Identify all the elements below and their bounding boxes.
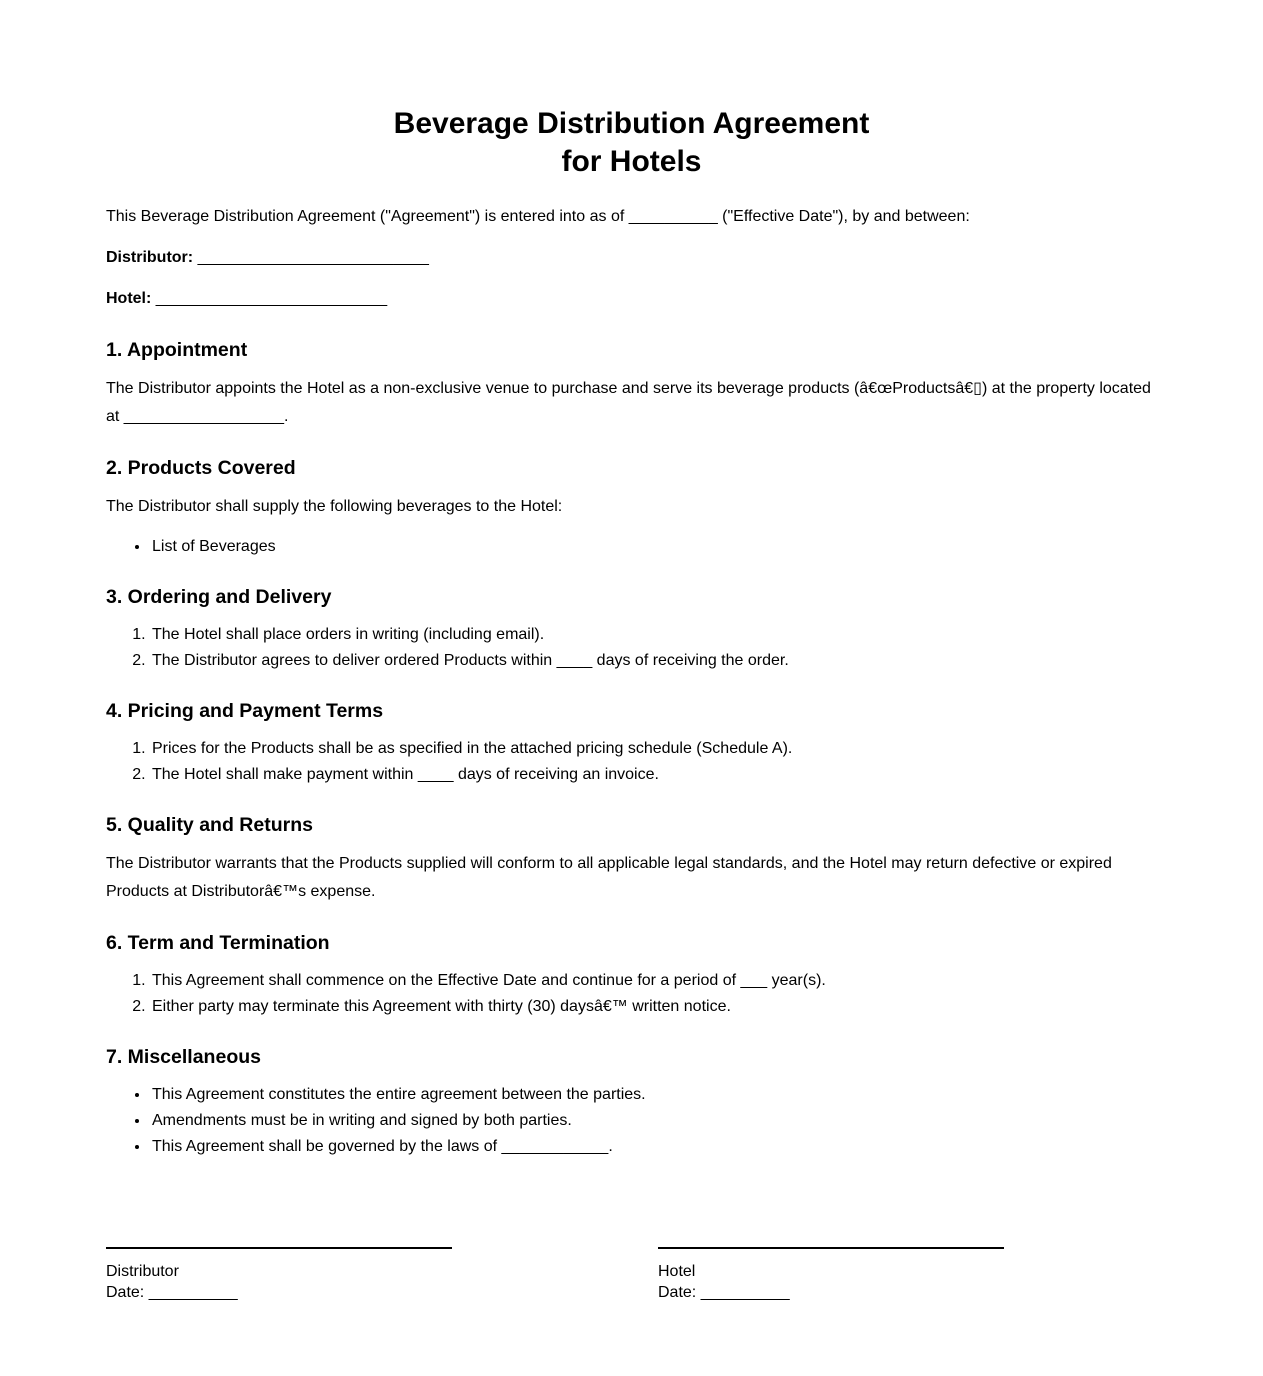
section-heading-term-termination: 6. Term and Termination	[106, 932, 330, 954]
date-blank: __________	[148, 1284, 238, 1301]
signature-hotel	[658, 1247, 1004, 1303]
list-item: 2. The Hotel shall make payment within ____ days of receiving an invoice.	[150, 762, 1157, 788]
list-item: 1. This Agreement shall commence on the Effective Date and continue for a period of ___ year(s).	[150, 968, 1157, 994]
signature-line-hotel	[658, 1247, 1004, 1249]
section-term-termination	[106, 932, 1157, 1020]
signature-party-hotel: Hotel	[658, 1263, 696, 1280]
section-heading-pricing-payment: 4. Pricing and Payment Terms	[106, 700, 384, 722]
section-appointment	[106, 339, 1157, 431]
section-appointment-body: The Distributor appoints the Hotel as a non-exclusive venue to purchase and serve its beverage products (â€œProductsâ€▯) at the property located at __________________.	[106, 380, 1151, 425]
intro-paragraph: This Beverage Distribution Agreement ("Agreement") is entered into as of __________ ("Effective Date"), by and between:	[106, 208, 970, 225]
term-termination-numbered-list	[106, 968, 1157, 1020]
list-item: 2. Either party may terminate this Agreement with thirty (30) daysâ€™ written notice.	[150, 994, 1157, 1020]
section-heading-products-covered: 2. Products Covered	[106, 457, 296, 479]
signature-distributor	[106, 1247, 452, 1303]
signature-date-distributor	[106, 1282, 452, 1303]
list-item: • List of Beverages	[150, 534, 1157, 560]
section-products-covered	[106, 457, 1157, 560]
document-title	[106, 105, 1157, 181]
hotel-label: Hotel:	[106, 290, 152, 307]
date-label: Date:	[106, 1284, 145, 1301]
list-item: • This Agreement shall be governed by the laws of ____________.	[150, 1134, 1157, 1160]
section-miscellaneous	[106, 1046, 1157, 1160]
distributor-party-line	[106, 244, 1157, 272]
section-quality-returns-body: The Distributor warrants that the Products supplied will conform to all applicable legal standards, and the Hotel may return defective or expired Products at Distributorâ€™s expense.	[106, 855, 1112, 900]
list-item: 1. Prices for the Products shall be as specified in the attached pricing schedule (Schedule A).	[150, 736, 1157, 762]
products-covered-bullet-list	[106, 534, 1157, 560]
distributor-blank: __________________________	[197, 249, 429, 266]
date-label: Date:	[658, 1284, 697, 1301]
signature-date-hotel	[658, 1282, 1004, 1303]
distributor-label: Distributor:	[106, 249, 194, 266]
list-item: • Amendments must be in writing and signed by both parties.	[150, 1108, 1157, 1134]
signature-line-distributor	[106, 1247, 452, 1249]
date-blank: __________	[700, 1284, 790, 1301]
hotel-blank: __________________________	[155, 290, 388, 307]
list-item: 2. The Distributor agrees to deliver ordered Products within ____ days of receiving the order.	[150, 648, 1157, 674]
signature-party-distributor: Distributor	[106, 1263, 179, 1280]
section-heading-ordering-delivery: 3. Ordering and Delivery	[106, 586, 332, 608]
section-heading-quality-returns: 5. Quality and Returns	[106, 814, 313, 836]
list-item: 1. The Hotel shall place orders in writing (including email).	[150, 622, 1157, 648]
section-products-covered-body: The Distributor shall supply the following beverages to the Hotel:	[106, 498, 563, 515]
section-ordering-delivery	[106, 586, 1157, 674]
list-item: • This Agreement constitutes the entire agreement between the parties.	[150, 1082, 1157, 1108]
section-heading-miscellaneous: 7. Miscellaneous	[106, 1046, 261, 1068]
section-heading-appointment: 1. Appointment	[106, 339, 248, 361]
document-title-line2: for Hotels	[561, 145, 702, 178]
miscellaneous-bullet-list	[106, 1082, 1157, 1160]
section-pricing-payment	[106, 700, 1157, 788]
pricing-payment-numbered-list	[106, 736, 1157, 788]
document-title-line1: Beverage Distribution Agreement	[393, 107, 870, 140]
signature-block	[106, 1247, 1157, 1303]
ordering-delivery-numbered-list	[106, 622, 1157, 674]
section-quality-returns	[106, 814, 1157, 906]
hotel-party-line	[106, 285, 1157, 313]
